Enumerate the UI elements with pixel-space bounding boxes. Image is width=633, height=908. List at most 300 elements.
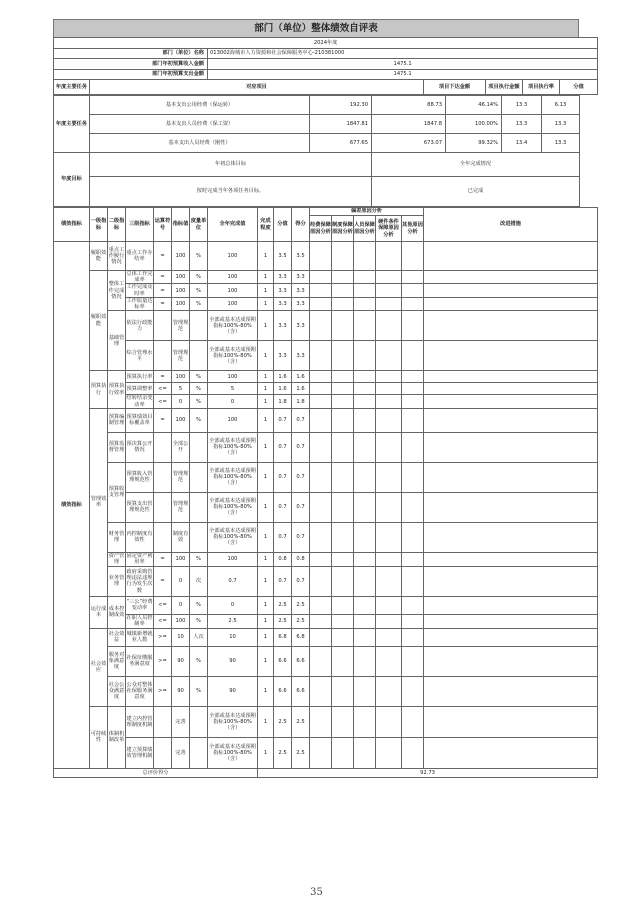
- blank-cell: [402, 297, 424, 310]
- unit-cell: %: [190, 297, 208, 310]
- l1-label: 运行成本: [90, 596, 108, 628]
- target-cell: 5: [172, 383, 190, 395]
- l1-label: 预算执行: [90, 371, 108, 408]
- blank-cell: [376, 408, 402, 432]
- op-cell: >=: [154, 646, 172, 676]
- l3-label: 在职人员控制率: [126, 615, 153, 628]
- unit-cell: %: [190, 646, 208, 676]
- op-cell: =: [154, 271, 172, 284]
- degree-cell: 1: [258, 614, 274, 628]
- task-amount-header: 项目下达金额: [424, 80, 486, 95]
- task-score: 13.3: [502, 115, 542, 134]
- blank-cell: [424, 706, 598, 737]
- l3-label: 公众对整体社保服务满意度: [126, 676, 154, 706]
- blank-cell: [354, 522, 376, 552]
- actual-cell: 全部或基本达成预期指标100%-80%（含）: [208, 492, 258, 522]
- blank-cell: [402, 522, 424, 552]
- blank-cell: [424, 395, 598, 408]
- l3-label: 城镇新增就业人数: [126, 628, 154, 646]
- degree-cell: 1: [258, 552, 274, 566]
- got-cell: 0.7: [292, 566, 310, 596]
- blank-cell: [424, 383, 598, 395]
- score-cell: 6.6: [274, 646, 292, 676]
- l2-label: 服务对象满意度: [108, 646, 126, 676]
- l2-label: 预算执行效率: [108, 371, 126, 408]
- budget-income-label: 部门年初预算收入金额: [54, 59, 208, 70]
- blank-cell: [354, 646, 376, 676]
- task-rate-header: 项目执行率: [523, 80, 560, 95]
- score-cell: 0.7: [274, 462, 292, 492]
- blank-cell: [376, 676, 402, 706]
- target-cell: 100: [172, 614, 190, 628]
- degree-cell: 1: [258, 737, 274, 768]
- unit-name-label: 部门（单位）名称: [54, 48, 208, 59]
- actual-cell: 全部或基本达成预期指标100%-80%（含）: [208, 432, 258, 462]
- actual-cell: 全部或基本达成预期指标100%-80%（含）: [208, 311, 258, 341]
- blank-cell: [376, 341, 402, 371]
- l3-label: 总体工作完成率: [126, 271, 153, 284]
- got-cell: 2.5: [292, 706, 310, 737]
- blank-cell: [332, 552, 354, 566]
- l3-label: 内控制度有效性: [126, 522, 154, 552]
- op-cell: [154, 737, 172, 768]
- unit-name: 013002海城市人力资源和社会保障服务中心-210381000: [208, 48, 598, 59]
- l2-label: 财务管理: [108, 522, 126, 552]
- blank-cell: [354, 566, 376, 596]
- got-cell: 3.3: [292, 341, 310, 371]
- got-cell: 2.5: [292, 614, 310, 628]
- score-cell: 3.5: [274, 242, 292, 271]
- op-cell: [154, 311, 172, 341]
- score-cell: 2.5: [274, 737, 292, 768]
- unit-cell: [190, 311, 208, 341]
- actual-cell: 全部或基本达成预期指标100%-80%（含）: [208, 462, 258, 492]
- blank-cell: [402, 646, 424, 676]
- blank-cell: [332, 614, 354, 628]
- task-got: 13.3: [542, 115, 580, 134]
- unit-cell: 次: [190, 566, 208, 596]
- op-cell: <=: [154, 395, 172, 408]
- blank-cell: [310, 271, 332, 284]
- op-cell: >=: [154, 628, 172, 646]
- actual-cell: 100: [208, 242, 258, 271]
- blank-cell: [332, 706, 354, 737]
- blank-cell: [376, 462, 402, 492]
- l3-label: 工作完成及时率: [126, 284, 153, 297]
- year: 2024年度: [54, 38, 598, 49]
- blank-cell: [376, 383, 402, 395]
- got-cell: 1.6: [292, 383, 310, 395]
- blank-cell: [354, 311, 376, 341]
- blank-cell: [332, 371, 354, 383]
- unit-header: 度量单位: [190, 208, 208, 242]
- blank-cell: [332, 311, 354, 341]
- task-rate: 46.14%: [446, 96, 502, 115]
- l3-label: 政府采购管理违法违规行为发生次数: [126, 566, 154, 596]
- target-cell: 管理规范: [172, 311, 190, 341]
- got-cell: 0.7: [292, 462, 310, 492]
- op-cell: <=: [154, 383, 172, 395]
- target-cell: 0: [172, 395, 190, 408]
- blank-cell: [310, 522, 332, 552]
- blank-cell: [332, 596, 354, 614]
- l2-label: 社会效益: [108, 628, 126, 646]
- l2-label: 体制机制改革: [108, 706, 126, 768]
- score-cell: 6.8: [274, 628, 292, 646]
- degree-cell: 1: [258, 566, 274, 596]
- l3-label: 建立内控管理制度机制: [126, 706, 154, 737]
- unit-cell: %: [190, 242, 208, 271]
- degree-cell: 1: [258, 676, 274, 706]
- score-cell: 3.3: [274, 311, 292, 341]
- l3-label: 预算支出管理规范性: [126, 492, 154, 522]
- blank-cell: [310, 628, 332, 646]
- blank-cell: [402, 566, 424, 596]
- unit-cell: 人次: [190, 628, 208, 646]
- actual-cell: 10: [208, 628, 258, 646]
- l3-label: 预算绩效目标覆盖率: [126, 408, 154, 432]
- degree-cell: 1: [258, 242, 274, 271]
- unit-cell: %: [190, 271, 208, 284]
- op-cell: =: [154, 371, 172, 383]
- blank-cell: [332, 566, 354, 596]
- task-executed: 673.07: [372, 134, 446, 153]
- degree-cell: 1: [258, 297, 274, 310]
- blank-cell: [402, 371, 424, 383]
- task-side-label: 年度主要任务: [54, 96, 90, 153]
- page-number: 35: [310, 887, 323, 898]
- unit-cell: %: [190, 552, 208, 566]
- task-project-header: 对应项目: [90, 80, 424, 95]
- target-cell: 90: [172, 646, 190, 676]
- total-score: 92.73: [258, 768, 598, 777]
- score-cell: 0.7: [274, 522, 292, 552]
- blank-cell: [402, 462, 424, 492]
- blank-cell: [424, 462, 598, 492]
- unit-cell: %: [190, 395, 208, 408]
- op-cell: =: [154, 552, 172, 566]
- blank-cell: [332, 383, 354, 395]
- score-cell: 1.6: [274, 383, 292, 395]
- l2-label: 成本控制成效: [108, 596, 126, 628]
- blank-cell: [376, 242, 402, 271]
- tasks-table: [53, 95, 580, 207]
- blank-cell: [376, 432, 402, 462]
- deviation-header: 偏差原因分析: [310, 208, 424, 216]
- blank-cell: [310, 737, 332, 768]
- degree-cell: 1: [258, 284, 274, 297]
- blank-cell: [424, 552, 598, 566]
- op-cell: [154, 522, 172, 552]
- target-cell: 管理规范: [172, 341, 190, 371]
- score-cell: 6.6: [274, 676, 292, 706]
- blank-cell: [332, 628, 354, 646]
- blank-cell: [424, 432, 598, 462]
- blank-cell: [376, 284, 402, 297]
- blank-cell: [354, 462, 376, 492]
- got-cell: 6.6: [292, 646, 310, 676]
- task-got: 6.13: [542, 96, 580, 115]
- got-cell: 3.5: [292, 242, 310, 271]
- target-cell: 100: [172, 271, 190, 284]
- blank-cell: [310, 596, 332, 614]
- blank-cell: [310, 408, 332, 432]
- l3-label: 结转结余变动率: [126, 395, 153, 408]
- blank-cell: [354, 596, 376, 614]
- blank-cell: [376, 737, 402, 768]
- task-rate: 100.00%: [446, 115, 502, 134]
- got-cell: 2.5: [292, 596, 310, 614]
- goal-header-right: 全年完成情况: [372, 153, 580, 177]
- goal-header-left: 年初总体目标: [90, 153, 372, 177]
- score-cell: 0.7: [274, 492, 292, 522]
- task-amount: 192.30: [310, 96, 372, 115]
- l3-header: 三级指标: [126, 208, 154, 242]
- got-cell: 3.3: [292, 284, 310, 297]
- l3-label: 建立预算绩效管理机制: [126, 737, 154, 768]
- blank-cell: [402, 242, 424, 271]
- total-label: 总评价得分: [54, 768, 258, 777]
- degree-cell: 1: [258, 628, 274, 646]
- l3-label: 社保征缴服务满意度: [126, 646, 154, 676]
- task-score-header: 分值: [560, 80, 598, 95]
- blank-cell: [332, 297, 354, 310]
- actual-cell: 90: [208, 646, 258, 676]
- blank-cell: [376, 628, 402, 646]
- target-cell: 100: [172, 408, 190, 432]
- perf-header: 绩效指标: [54, 208, 90, 242]
- target-header: 指标值: [172, 208, 190, 242]
- blank-cell: [402, 614, 424, 628]
- degree-cell: 1: [258, 646, 274, 676]
- blank-cell: [332, 462, 354, 492]
- deviation-other-header: 其他原因分析: [402, 216, 424, 242]
- blank-cell: [332, 341, 354, 371]
- target-cell: 管理规范: [172, 492, 190, 522]
- blank-cell: [402, 311, 424, 341]
- blank-cell: [402, 271, 424, 284]
- degree-cell: 1: [258, 432, 274, 462]
- got-cell: 3.3: [292, 311, 310, 341]
- task-project: 基本支出人员经费（刚性）: [90, 134, 310, 153]
- blank-cell: [310, 566, 332, 596]
- l3-label: 依法行政能力: [126, 311, 154, 341]
- target-cell: 管理规范: [172, 462, 190, 492]
- blank-cell: [310, 676, 332, 706]
- l1-label: 履职效能: [90, 242, 108, 271]
- blank-cell: [310, 432, 332, 462]
- score-cell: 2.5: [274, 706, 292, 737]
- blank-cell: [354, 341, 376, 371]
- unit-cell: [190, 737, 208, 768]
- blank-cell: [424, 242, 598, 271]
- actual-cell: 0: [208, 596, 258, 614]
- task-score: 13.4: [502, 134, 542, 153]
- blank-cell: [424, 628, 598, 646]
- budget-expense-label: 部门年初预算支出金额: [54, 69, 208, 80]
- score-cell: 0.7: [274, 432, 292, 462]
- summary-table: [53, 37, 598, 95]
- l3-label: 预算收入管理规范性: [126, 462, 154, 492]
- blank-cell: [354, 383, 376, 395]
- budget-income: 1475.1: [208, 59, 598, 70]
- blank-cell: [354, 297, 376, 310]
- perf-side-label: 绩效指标: [54, 242, 90, 769]
- blank-cell: [402, 676, 424, 706]
- blank-cell: [354, 271, 376, 284]
- blank-cell: [402, 737, 424, 768]
- actual-cell: 5: [208, 383, 258, 395]
- degree-cell: 1: [258, 522, 274, 552]
- l2-label: 预算收支管理: [108, 462, 126, 522]
- target-cell: 100: [172, 552, 190, 566]
- l1-label: 社会效应: [90, 628, 108, 706]
- target-cell: 全部公开: [172, 432, 190, 462]
- actual-cell: 全部或基本达成预期指标100%-80%（含）: [208, 706, 258, 737]
- blank-cell: [402, 596, 424, 614]
- blank-cell: [310, 614, 332, 628]
- l2-label: 资产管理: [108, 553, 125, 566]
- deviation-staff-header: 人员保障原因分析: [354, 216, 376, 242]
- got-header: 得分: [292, 208, 310, 242]
- score-header: 分值: [274, 208, 292, 242]
- l3-label: 综合管理水平: [126, 341, 154, 371]
- evaluation-form: [53, 19, 584, 778]
- score-cell: 3.3: [274, 284, 292, 297]
- l2-label: 预算编制管理: [108, 408, 126, 432]
- blank-cell: [332, 522, 354, 552]
- blank-cell: [424, 341, 598, 371]
- l3-label: 固定资产利用率: [126, 553, 153, 566]
- actual-cell: 100: [208, 552, 258, 566]
- unit-cell: [190, 432, 208, 462]
- degree-cell: 1: [258, 706, 274, 737]
- op-cell: [154, 706, 172, 737]
- op-cell: [154, 492, 172, 522]
- task-executed-header: 项目执行金额: [486, 80, 523, 95]
- degree-cell: 1: [258, 462, 274, 492]
- blank-cell: [332, 408, 354, 432]
- op-cell: >=: [154, 676, 172, 706]
- actual-cell: 100: [208, 408, 258, 432]
- got-cell: 0.8: [292, 552, 310, 566]
- unit-cell: %: [190, 614, 208, 628]
- unit-cell: %: [190, 371, 208, 383]
- unit-cell: %: [190, 676, 208, 706]
- deviation-system-header: 制度保障原因分析: [332, 216, 354, 242]
- degree-cell: 1: [258, 311, 274, 341]
- actual-cell: 100: [208, 271, 258, 284]
- target-cell: 100: [172, 284, 190, 297]
- performance-table: [53, 207, 598, 778]
- blank-cell: [376, 271, 402, 284]
- blank-cell: [402, 408, 424, 432]
- blank-cell: [424, 492, 598, 522]
- blank-cell: [310, 646, 332, 676]
- blank-cell: [354, 737, 376, 768]
- blank-cell: [332, 737, 354, 768]
- unit-cell: %: [190, 383, 208, 395]
- got-cell: 1.6: [292, 371, 310, 383]
- blank-cell: [424, 297, 598, 310]
- blank-cell: [402, 552, 424, 566]
- blank-cell: [310, 395, 332, 408]
- op-cell: <=: [154, 596, 172, 614]
- blank-cell: [354, 395, 376, 408]
- blank-cell: [424, 522, 598, 552]
- blank-cell: [354, 552, 376, 566]
- op-cell: =: [154, 297, 172, 310]
- task-project: 基本支出人员经费（保工资）: [90, 115, 310, 134]
- unit-cell: [190, 522, 208, 552]
- budget-expense: 1475.1: [208, 69, 598, 80]
- blank-cell: [402, 706, 424, 737]
- degree-cell: 1: [258, 492, 274, 522]
- got-cell: 0.7: [292, 408, 310, 432]
- target-cell: 0: [172, 566, 190, 596]
- score-cell: 0.7: [274, 566, 292, 596]
- degree-cell: 1: [258, 271, 274, 284]
- blank-cell: [354, 408, 376, 432]
- goal-left: 按时完成当年各项任务目标。: [90, 177, 372, 207]
- l2-header: 二级指标: [108, 208, 126, 242]
- op-cell: [154, 341, 172, 371]
- blank-cell: [376, 492, 402, 522]
- blank-cell: [354, 242, 376, 271]
- blank-cell: [376, 566, 402, 596]
- blank-cell: [332, 676, 354, 706]
- deviation-hardware-header: 硬件条件保障原因分析: [376, 216, 402, 242]
- blank-cell: [310, 383, 332, 395]
- blank-cell: [376, 522, 402, 552]
- op-cell: [154, 462, 172, 492]
- goal-side-label: 年度目标: [54, 153, 90, 207]
- task-executed: 88.73: [372, 96, 446, 115]
- got-cell: 6.8: [292, 628, 310, 646]
- blank-cell: [402, 284, 424, 297]
- actual-cell: 100: [208, 284, 258, 297]
- blank-cell: [354, 676, 376, 706]
- blank-cell: [402, 341, 424, 371]
- unit-cell: [190, 462, 208, 492]
- got-cell: 0.7: [292, 432, 310, 462]
- unit-cell: %: [190, 284, 208, 297]
- target-cell: 制度有效: [172, 522, 190, 552]
- actual-cell: 100: [208, 371, 258, 383]
- goal-right: 已完成: [372, 177, 580, 207]
- blank-cell: [310, 311, 332, 341]
- blank-cell: [376, 552, 402, 566]
- target-cell: 100: [172, 297, 190, 310]
- degree-cell: 1: [258, 408, 274, 432]
- l2-label: 业务管理: [108, 566, 126, 596]
- blank-cell: [376, 395, 402, 408]
- degree-header: 完成程度: [258, 208, 274, 242]
- actual-header: 全年完成值: [208, 208, 258, 242]
- unit-cell: [190, 341, 208, 371]
- score-cell: 1.6: [274, 371, 292, 383]
- actual-cell: 100: [208, 297, 258, 310]
- l2-label: 整体工作完成情况: [108, 271, 126, 311]
- target-cell: 完善: [172, 706, 190, 737]
- actual-cell: 0.7: [208, 566, 258, 596]
- score-cell: 2.5: [274, 614, 292, 628]
- degree-cell: 1: [258, 341, 274, 371]
- target-cell: 90: [172, 676, 190, 706]
- op-cell: =: [154, 566, 172, 596]
- blank-cell: [332, 284, 354, 297]
- blank-cell: [310, 462, 332, 492]
